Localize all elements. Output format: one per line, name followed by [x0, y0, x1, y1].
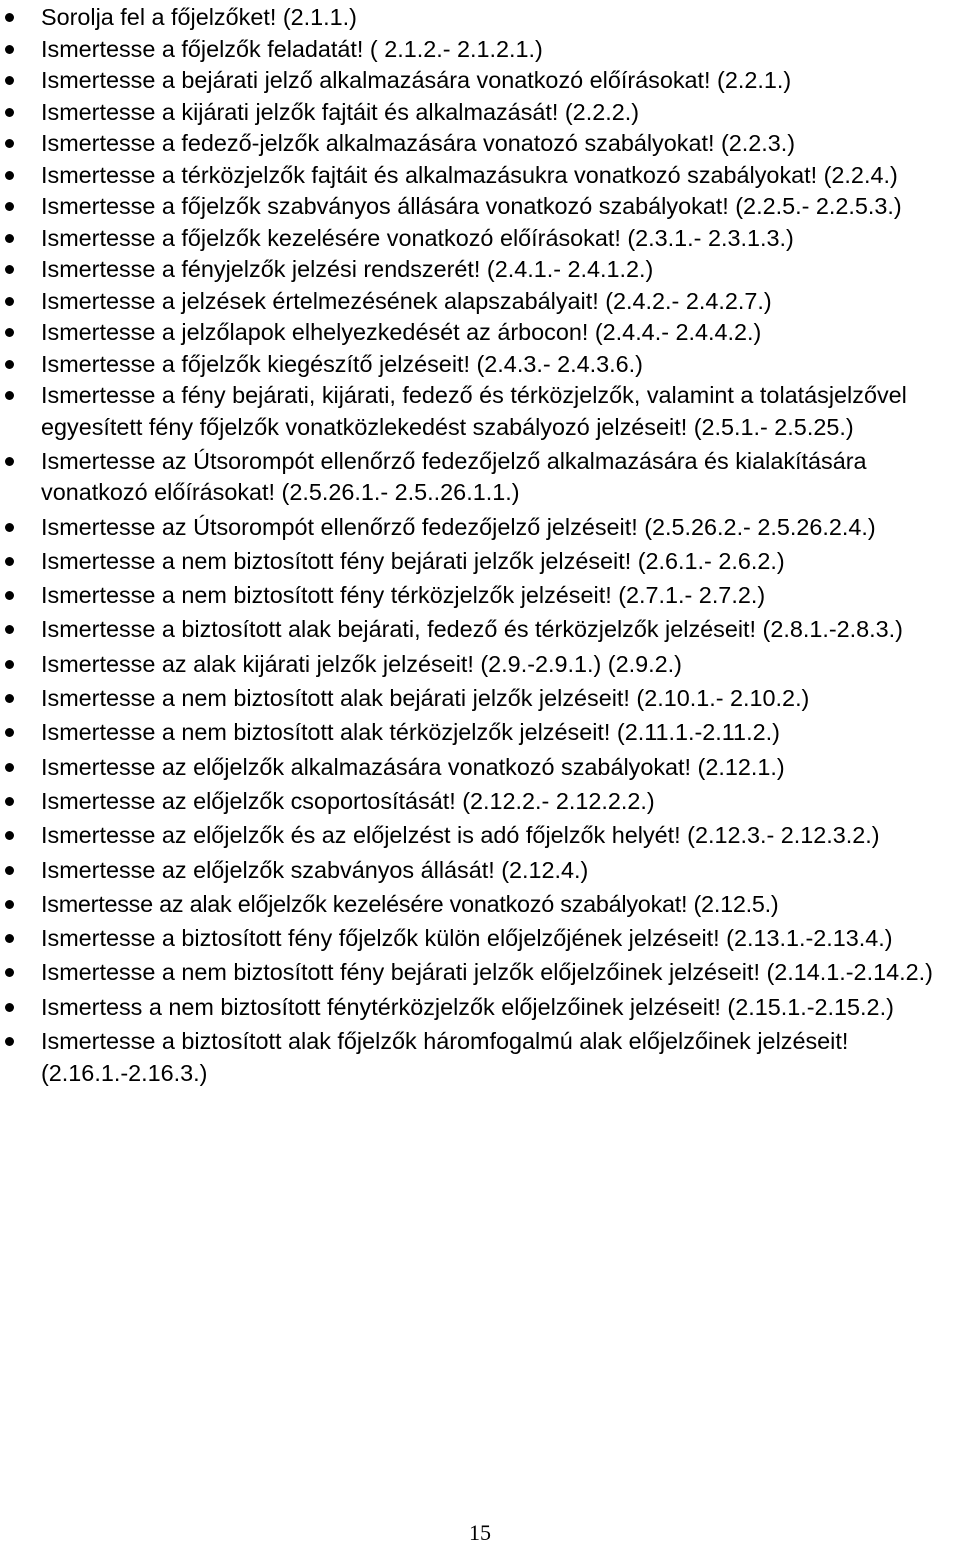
list-item — [0, 446, 960, 509]
question-text: Ismertesse a jelzőlapok elhelyezkedését az árbocon! (2.4.4.- 2.4.4.2.) — [41, 319, 762, 345]
bullet-icon — [5, 108, 14, 117]
question-text: Ismertesse a térközjelzők fajtáit és alkalmazásukra vonatkozó szabályokat! (2.2.4.) — [41, 161, 898, 188]
question-text: Ismertesse a fény bejárati, kijárati, fedező és térközjelzők, valamint a tolatásjelzővel egyesített fény főjelzők vonatközlekedést szabályozó jelzéseit! (2.5.1.- 2.5.25.) — [41, 382, 907, 440]
list-item — [0, 254, 960, 286]
bullet-icon — [5, 265, 14, 274]
question-text: Ismertesse a nem biztosított fény térközjelzők jelzéseit! (2.7.1.- 2.7.2.) — [41, 582, 766, 609]
question-text: Ismertesse a nem biztosított alak bejárati jelzők jelzéseit! (2.10.1.- 2.10.2.) — [41, 685, 810, 712]
bullet-icon — [5, 13, 14, 22]
bullet-icon — [5, 591, 14, 600]
list-item — [0, 286, 960, 318]
question-text: Ismertesse az előjelzők szabványos állását! (2.12.4.) — [41, 856, 589, 883]
list-item — [0, 717, 960, 749]
question-text: Ismertesse a bejárati jelző alkalmazására vonatkozó előírásokat! (2.2.1.) — [41, 67, 792, 93]
bullet-icon — [5, 45, 14, 54]
question-text: Ismertesse a fényjelzők jelzési rendszerét! (2.4.1.- 2.4.1.2.) — [41, 256, 654, 282]
bullet-icon — [5, 1037, 14, 1046]
list-item — [0, 2, 960, 34]
question-text: Ismertesse a biztosított alak főjelzők háromfogalmú alak előjelzőinek jelzéseit! (2.16.1.-2.16.3.) — [41, 1028, 849, 1086]
question-list — [0, 2, 960, 1089]
question-text: Ismertesse az alak kijárati jelzők jelzéseit! (2.9.-2.9.1.) (2.9.2.) — [41, 650, 682, 677]
bullet-icon — [5, 660, 14, 669]
bullet-icon — [5, 523, 14, 532]
bullet-icon — [5, 934, 14, 943]
bullet-icon — [5, 1003, 14, 1012]
question-text: Ismertesse az előjelzők csoportosítását! (2.12.2.- 2.12.2.2.) — [41, 787, 655, 814]
bullet-icon — [5, 76, 14, 85]
list-item — [0, 1026, 960, 1089]
page-number: 15 — [469, 1520, 491, 1545]
question-text: Ismertesse a biztosított fény főjelzők külön előjelzőjének jelzéseit! (2.13.1.-2.13.4.) — [41, 925, 893, 952]
question-text: Ismertesse a fedező-jelzők alkalmazására vonatozó szabályokat! (2.2.3.) — [41, 130, 796, 156]
list-item — [0, 614, 960, 646]
list-item — [0, 546, 960, 578]
bullet-icon — [5, 900, 14, 909]
bullet-icon — [5, 202, 14, 211]
bullet-icon — [5, 763, 14, 772]
list-item — [0, 923, 960, 955]
question-text: Ismertesse a jelzések értelmezésének alapszabályait! (2.4.2.- 2.4.2.7.) — [41, 287, 772, 314]
question-text: Ismertesse az Útsorompót ellenőrző fedezőjelző jelzéseit! (2.5.26.2.- 2.5.26.2.4.) — [41, 513, 876, 540]
question-text: Ismertesse a biztosított alak bejárati, fedező és térközjelzők jelzéseit! (2.8.1.-2.8.3.) — [41, 616, 903, 643]
list-item — [0, 820, 960, 852]
question-text: Ismertesse a főjelzők kezelésére vonatkozó előírásokat! (2.3.1.- 2.3.1.3.) — [41, 224, 794, 251]
question-text: Ismertess a nem biztosított fénytérközjelzők előjelzőinek jelzéseit! (2.15.1.-2.15.2.) — [41, 993, 894, 1020]
question-text: Ismertesse a főjelzők kiegészítő jelzéseit! (2.4.3.- 2.4.3.6.) — [41, 350, 643, 377]
question-text: Ismertesse a főjelzők szabványos állására vonatkozó szabályokat! (2.2.5.- 2.2.5.3.) — [41, 193, 902, 219]
list-item — [0, 191, 960, 223]
list-item — [0, 683, 960, 715]
bullet-icon — [5, 139, 14, 148]
question-text: Ismertesse a nem biztosított fény bejárati jelzők előjelzőinek jelzéseit! (2.14.1.-2.14.2.) — [41, 959, 933, 986]
list-item — [0, 855, 960, 887]
bullet-icon — [5, 171, 14, 180]
question-text: Ismertesse a főjelzők feladatát! ( 2.1.2.- 2.1.2.1.) — [41, 35, 543, 62]
bullet-icon — [5, 797, 14, 806]
list-item — [0, 128, 960, 160]
list-item — [0, 580, 960, 612]
bullet-icon — [5, 557, 14, 566]
list-item — [0, 649, 960, 681]
list-item — [0, 786, 960, 818]
question-text: Ismertesse a kijárati jelzők fajtáit és alkalmazását! (2.2.2.) — [41, 98, 639, 125]
question-text: Sorolja fel a főjelzőket! (2.1.1.) — [41, 4, 357, 30]
list-item — [0, 992, 960, 1024]
list-item — [0, 512, 960, 544]
bullet-icon — [5, 234, 14, 243]
bullet-icon — [5, 866, 14, 875]
bullet-icon — [5, 457, 14, 466]
bullet-icon — [5, 728, 14, 737]
bullet-icon — [5, 625, 14, 634]
list-item — [0, 957, 960, 989]
list-item — [0, 97, 960, 129]
list-item — [0, 349, 960, 381]
question-text: Ismertesse a nem biztosított fény bejárati jelzők jelzéseit! (2.6.1.- 2.6.2.) — [41, 547, 785, 574]
question-text: Ismertesse az Útsorompót ellenőrző fedezőjelző alkalmazására és kialakítására vonatkozó előírásokat! (2.5.26.1.- 2.5..26.1.1.) — [41, 447, 867, 506]
bullet-icon — [5, 831, 14, 840]
list-item — [0, 34, 960, 66]
bullet-icon — [5, 297, 14, 306]
list-item — [0, 380, 960, 443]
question-text: Ismertesse az előjelzők alkalmazására vonatkozó szabályokat! (2.12.1.) — [41, 753, 785, 780]
list-item — [0, 752, 960, 784]
list-item — [0, 65, 960, 97]
list-item — [0, 317, 960, 349]
list-item — [0, 889, 960, 921]
bullet-icon — [5, 328, 14, 337]
question-text: Ismertesse az előjelzők és az előjelzést is adó főjelzők helyét! (2.12.3.- 2.12.3.2.) — [41, 822, 880, 849]
list-item — [0, 223, 960, 255]
bullet-icon — [5, 694, 14, 703]
bullet-icon — [5, 968, 14, 977]
bullet-icon — [5, 391, 14, 400]
bullet-icon — [5, 360, 14, 369]
question-text: Ismertesse a nem biztosított alak térközjelzők jelzéseit! (2.11.1.-2.11.2.) — [41, 719, 780, 746]
list-item — [0, 160, 960, 192]
question-text: Ismertesse az alak előjelzők kezelésére vonatkozó szabályokat! (2.12.5.) — [41, 890, 779, 917]
